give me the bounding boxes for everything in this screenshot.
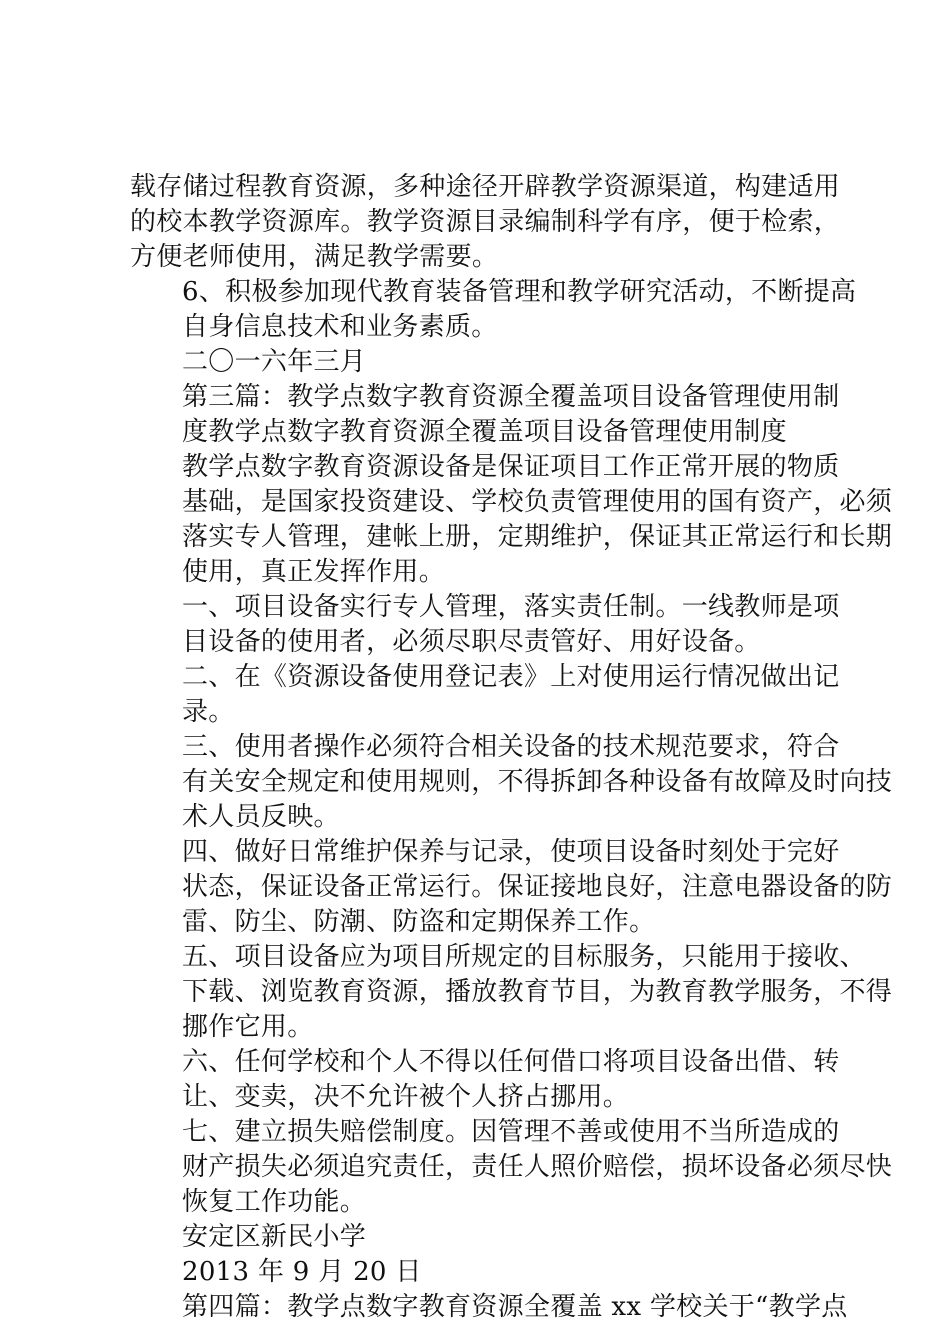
- text-line: 六、任何学校和个人不得以任何借口将项目设备出借、转: [182, 1047, 840, 1077]
- text-line: 二、在《资源设备使用登记表》上对使用运行情况做出记: [182, 662, 840, 692]
- paragraph: [130, 1220, 830, 1255]
- text-line: 度教学点数字教育资源全覆盖项目设备管理使用制度: [182, 417, 787, 447]
- paragraph: [130, 590, 840, 660]
- paragraph: [130, 345, 830, 380]
- text-line: 教学点数字教育资源设备是保证项目工作正常开展的物质: [182, 452, 840, 482]
- paragraph: [130, 450, 893, 590]
- text-line: 的校本教学资源库。教学资源目录编制科学有序，便于检索，: [130, 207, 841, 237]
- text-line: 让、变卖，决不允许被个人挤占挪用。: [182, 1082, 630, 1112]
- paragraph: [130, 1115, 893, 1220]
- paragraph: [130, 1255, 830, 1290]
- text-line: 挪作它用。: [182, 1012, 314, 1042]
- text-line: 有关安全规定和使用规则，不得拆卸各种设备有故障及时向技: [182, 767, 893, 797]
- text-line: 一、项目设备实行专人管理，落实责任制。一线教师是项: [182, 592, 840, 622]
- text-line: 安定区新民小学: [182, 1222, 367, 1252]
- text-line: 第四篇：教学点数字教育资源全覆盖 xx 学校关于“教学点: [182, 1292, 848, 1322]
- paragraph: [130, 730, 893, 835]
- text-line: 状态，保证设备正常运行。保证接地良好，注意电器设备的防: [182, 872, 893, 902]
- text-line: 录。: [182, 697, 235, 727]
- text-line: 使用，真正发挥作用。: [182, 557, 446, 587]
- text-line: 6、积极参加现代教育装备管理和教学研究活动，不断提高: [182, 277, 857, 307]
- paragraph: [130, 275, 857, 345]
- text-line: 下载、浏览教育资源，播放教育节目，为教育教学服务，不得: [182, 977, 893, 1007]
- text-line: 基础，是国家投资建设、学校负责管理使用的国有资产，必须: [182, 487, 893, 517]
- text-line: 落实专人管理，建帐上册，定期维护，保证其正常运行和长期: [182, 522, 893, 552]
- text-line: 自身信息技术和业务素质。: [182, 312, 498, 342]
- paragraph: [130, 1045, 840, 1115]
- paragraph: [130, 835, 893, 940]
- text-line: 方便老师使用，满足教学需要。: [130, 242, 499, 272]
- text-line: 2013 年 9 月 20 日: [182, 1257, 422, 1287]
- paragraph: [130, 170, 841, 275]
- text-line: 载存储过程教育资源，多种途径开辟教学资源渠道，构建适用: [130, 172, 841, 202]
- paragraph: [130, 940, 893, 1045]
- text-line: 五、项目设备应为项目所规定的目标服务，只能用于接收、: [182, 942, 866, 972]
- paragraph: [130, 380, 840, 450]
- document-body: [130, 170, 893, 1325]
- text-line: 术人员反映。: [182, 802, 340, 832]
- text-line: 雷、防尘、防潮、防盗和定期保养工作。: [182, 907, 656, 937]
- paragraph: [130, 660, 840, 730]
- text-line: 三、使用者操作必须符合相关设备的技术规范要求，符合: [182, 732, 840, 762]
- text-line: 七、建立损失赔偿制度。因管理不善或使用不当所造成的: [182, 1117, 840, 1147]
- text-line: 第三篇：教学点数字教育资源全覆盖项目设备管理使用制: [182, 382, 840, 412]
- text-line: 财产损失必须追究责任，责任人照价赔偿，损坏设备必须尽快: [182, 1152, 893, 1182]
- text-line: 二〇一六年三月: [182, 347, 367, 377]
- text-line: 恢复工作功能。: [182, 1187, 367, 1217]
- text-line: 四、做好日常维护保养与记录，使项目设备时刻处于完好: [182, 837, 840, 867]
- text-line: 目设备的使用者，必须尽职尽责管好、用好设备。: [182, 627, 761, 657]
- paragraph: [130, 1290, 848, 1325]
